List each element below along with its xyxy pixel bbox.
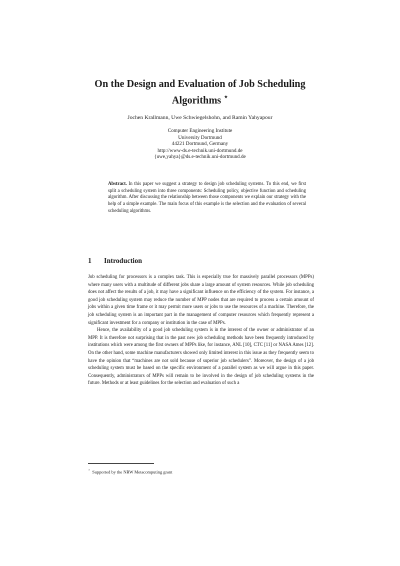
title-footnote-mark: ⋆ <box>223 93 229 101</box>
affiliation-email: {uwe,yahya}@ds.e-technik.uni-dortmund.de <box>154 154 246 161</box>
title-line-2-text: Algorithms <box>171 95 222 107</box>
abstract-text: In this paper we suggest a strategy to design job scheduling systems. To this end, we first split a scheduling system into three components: Scheduling policy, objective function and scheduling algorithm. After discussing the relationship between those components we explain our strategy with the help of a simple example. The main focus of this example is the selection and the evaluation of several scheduling algorithms. <box>108 182 306 214</box>
affiliation-university: University Dortmund <box>178 134 222 141</box>
footnote-mark: ⋆ <box>88 468 91 472</box>
section-title: Introduction <box>104 257 142 265</box>
body-text <box>88 274 314 388</box>
footnote-text: Supported by the NRW Metacomputing grant <box>92 469 173 475</box>
affiliation-institute: Computer Engineering Institute <box>167 128 233 134</box>
footnote <box>88 467 172 475</box>
paragraph: Job scheduling for processors is a complex task. This is especially true for massively parallel processors (MPPs) where many users with a multitude of different jobs share a large amount of system resources. While job scheduling does not affect the results of a job, it may have a significant influence on the efficiency of the system. For instance, a good job scheduling system may reduce the number of MPP nodes that are required to process a certain amount of jobs within a given time frame or it may permit more users or jobs to use the resources of a machine. Therefore, the job scheduling system is an important part in the management of computer resources which frequently represent a significant investment for a company or institution in the case of MPPs. <box>88 275 314 326</box>
title-line-2 <box>60 91 340 107</box>
affiliation-url: http://www-ds.e-technik.uni-dortmund.de <box>157 147 243 154</box>
author-list: Jochen Krallmann, Uwe Schwiegelshohn, and Ramin Yahyapour <box>127 115 273 121</box>
affiliation-address: 44221 Dortmund, Germany <box>171 141 229 148</box>
footnote-rule <box>88 463 154 464</box>
abstract <box>108 182 306 216</box>
section-heading <box>88 257 142 266</box>
abstract-label: Abstract. <box>108 182 127 187</box>
section-number: 1 <box>88 257 92 265</box>
affiliation-block <box>60 128 340 161</box>
paragraph: Hence, the availability of a good job scheduling system is in the interest of the owner or administrator of an MPP. It is therefore not surprising that in the past new job scheduling methods have been frequently introduced by institutions which were among the first owners of MPPs like, for instance, ANL [10], CTC [11] or NASA Ames [12]. On the other hand, some machine manufacturers showed only limited interest in this issue as they frequently seem to have the opinion that “machines are not sold because of superior job schedulers”. Moreover, the design of a job scheduling system must be based on the specific environment of a parallel system as we will argue in this paper. Consequently, administrators of MPPs will remain to be involved in the design of job scheduling systems in the future. Methods or at least guidelines for the selection and evaluation of such a <box>88 328 314 387</box>
title-line-1: On the Design and Evaluation of Job Scheduling <box>94 79 306 90</box>
paper-title <box>60 78 340 107</box>
